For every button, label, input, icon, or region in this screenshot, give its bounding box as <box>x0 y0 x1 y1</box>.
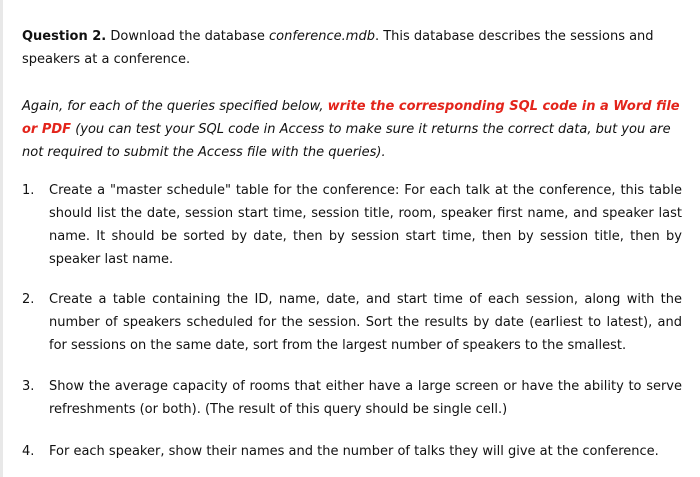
query-item-3 <box>22 375 682 421</box>
question-label: Question 2. <box>22 29 107 44</box>
item-text: Show the average capacity of rooms that either have a large screen or have the ability to serve refreshments (or both). (The result of this query should be single cell.) <box>49 379 682 417</box>
item-text: For each speaker, show their names and the number of talks they will give at the conference. <box>49 444 659 459</box>
item-text: Create a table containing the ID, name, date, and start time of each session, along with the number of speakers scheduled for the session. Sort the results by date (earliest to latest), and for sessions on the same date, sort from the largest number of speakers to the smallest. <box>49 292 682 353</box>
query-item-1 <box>22 179 682 271</box>
item-number: 1. <box>22 183 35 198</box>
intro-text-b: . This database describes the sessions and speakers at a conference. <box>22 29 654 67</box>
note-text-b: (you can test your SQL code in Access to make sure it returns the correct data, but you are not required to submit the Access file with the queries). <box>22 122 671 160</box>
query-item-2 <box>22 288 682 357</box>
item-number: 3. <box>22 379 35 394</box>
intro-text-a: Download the database <box>106 29 269 44</box>
item-number: 4. <box>22 444 35 459</box>
database-name: conference.mdb <box>269 29 375 44</box>
item-number: 2. <box>22 292 35 307</box>
item-text: Create a "master schedule" table for the conference: For each talk at the conference, this table should list the date, session start time, session title, room, speaker first name, and speaker last name. It should be sorted by date, then by session start time, then by session title, then by speaker last name. <box>49 183 682 267</box>
query-item-4 <box>22 440 682 463</box>
note-text-a: Again, for each of the queries specified below, <box>22 99 328 114</box>
left-border <box>0 0 3 477</box>
note-emphasis: write the corresponding SQL code in a Word file or PDF <box>22 99 680 137</box>
instructions-note <box>22 95 682 164</box>
question-intro <box>22 25 682 71</box>
